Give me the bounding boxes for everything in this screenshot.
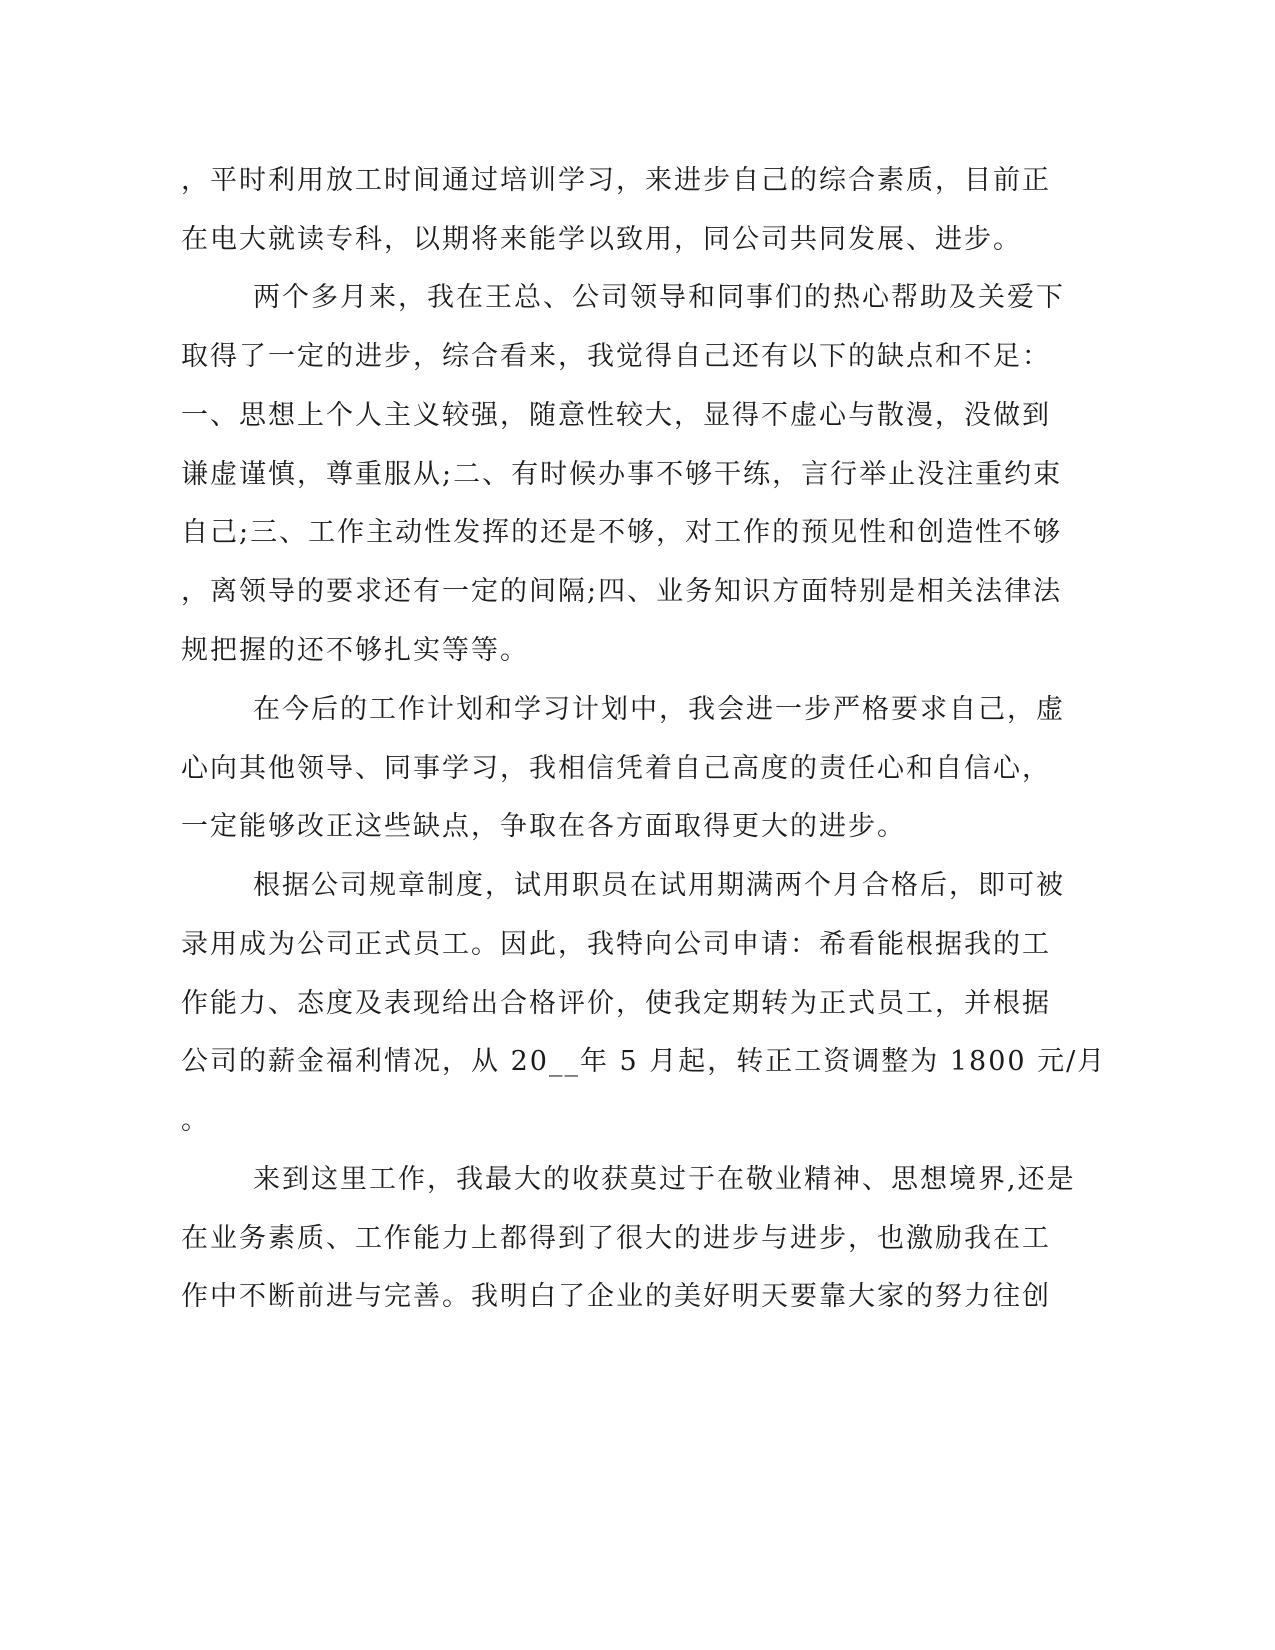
- paragraph-first-line: 根据公司规章制度，试用职员在试用期满两个月合格后，即可被: [253, 870, 1065, 901]
- text-line: ，平时利用放工时间通过培训学习，来进步自己的综合素质，目前正: [181, 165, 1051, 196]
- text-line: 作中不断前进与完善。我明白了企业的美好明天要靠大家的努力往创: [181, 1281, 1051, 1312]
- text-line: 一、思想上个人主义较强，随意性较大，显得不虚心与散漫，没做到: [181, 400, 1051, 431]
- text-line: 规把握的还不够扎实等等。: [181, 635, 529, 666]
- paragraph-first-line: 来到这里工作，我最大的收获莫过于在敬业精神、思想境界,还是: [253, 1164, 1076, 1195]
- text-line: 作能力、态度及表现给出合格评价，使我定期转为正式员工，并根据: [181, 988, 1051, 1019]
- text-line: 一定能够改正这些缺点，争取在各方面取得更大的进步。: [181, 811, 906, 842]
- text-line: 在电大就读专科，以期将来能学以致用，同公司共同发展、进步。: [181, 224, 1022, 255]
- text-line: 在业务素质、工作能力上都得到了很大的进步与进步，也激励我在工: [181, 1223, 1051, 1254]
- text-line: 录用成为公司正式员工。因此，我特向公司申请：希看能根据我的工: [181, 929, 1051, 960]
- text-line: 心向其他领导、同事学习，我相信凭着自己高度的责任心和自信心，: [181, 753, 1051, 784]
- paragraph-first-line: 两个多月来，我在王总、公司领导和同事们的热心帮助及关爱下: [253, 282, 1065, 313]
- text-line: 。: [181, 1105, 210, 1136]
- text-line: ，离领导的要求还有一定的间隔;四、业务知识方面特别是相关法律法: [181, 576, 1063, 607]
- paragraph-first-line: 在今后的工作计划和学习计划中，我会进一步严格要求自己，虚: [253, 694, 1065, 725]
- text-line: 自己;三、工作主动性发挥的还是不够，对工作的预见性和创造性不够: [181, 517, 1063, 548]
- text-line: 谦虚谨慎，尊重服从;二、有时候办事不够干练，言行举止没注重约束: [181, 459, 1063, 490]
- text-line: 公司的薪金福利情况，从 20__年 5 月起，转正工资调整为 1800 元/月: [181, 1046, 1107, 1077]
- text-line: 取得了一定的进步，综合看来，我觉得自己还有以下的缺点和不足：: [181, 341, 1051, 372]
